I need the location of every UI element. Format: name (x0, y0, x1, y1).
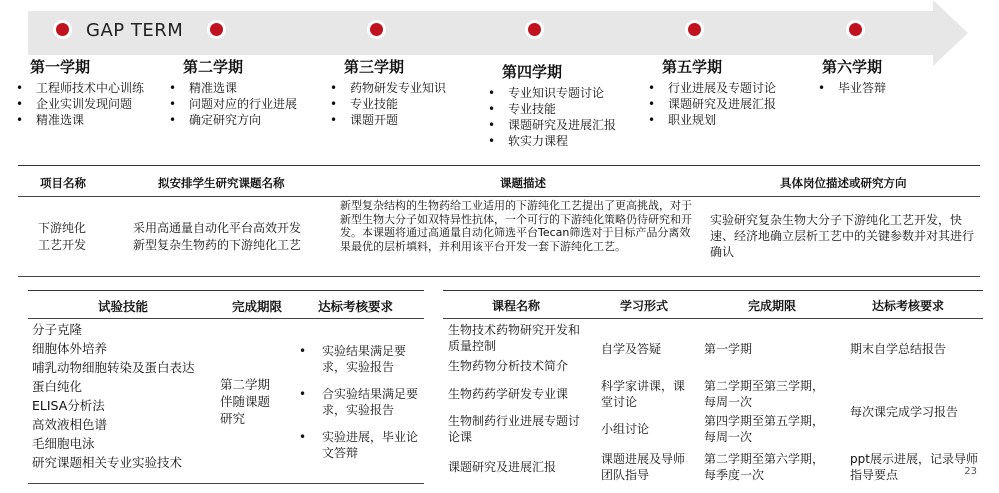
semester-6 (822, 56, 886, 96)
semester-item: • 专业知识专题讨论 (508, 85, 616, 101)
skill-item: ELISA分析法 (32, 398, 105, 413)
course-form: 科学家讲课，课堂讨论 (601, 379, 686, 409)
requirement-item: • 合实验结果满足要求，实验报告 (322, 387, 422, 418)
header-skills: 试验技能 (98, 299, 149, 314)
course-name: 生物药药学研发专业课 (448, 387, 569, 401)
header-topic-name: 拟安排学生研究课题名称 (158, 176, 285, 190)
course-name: 生物制药行业进展专题讨论课 (448, 414, 581, 444)
course-deadline: 第二学期至第六学期，每季度一次 (704, 452, 825, 482)
requirement-item: • 实验结果满足要求，实验报告 (322, 344, 422, 375)
header-topic-description: 课题描述 (500, 176, 546, 190)
course-deadline: 第一学期 (704, 342, 753, 356)
semester-item: • 课题研究及进展汇报 (508, 117, 616, 133)
course-name: 课题研究及进展汇报 (448, 460, 557, 474)
course-form: 自学及答疑 (601, 342, 662, 356)
semester-3 (344, 56, 446, 128)
skills-table-bottom-rule (28, 483, 424, 484)
semester-item: • 专业技能 (350, 96, 446, 112)
skills-list (32, 320, 195, 472)
header-course-deadline: 完成期限 (748, 299, 797, 313)
page-number: 23 (964, 466, 977, 477)
semester-item: • 课题开题 (350, 112, 446, 128)
semester-title: 第五学期 (662, 58, 723, 76)
timeline-dot-4 (528, 23, 541, 36)
semester-2 (183, 56, 297, 128)
semester-5 (662, 56, 776, 128)
timeline-dot-6 (849, 23, 862, 36)
course-form: 小组讨论 (601, 422, 650, 436)
header-course-name: 课程名称 (492, 299, 541, 313)
semester-item: • 药物研发专业知识 (350, 80, 446, 96)
semester-item: • 职业规划 (668, 112, 776, 128)
course-deadline: 第二学期至第三学期，每周一次 (704, 379, 825, 409)
project-table-top-rule (18, 165, 980, 166)
project-description: 新型复杂结构的生物药给工业适用的下游纯化工艺提出了更高挑战，对于新型生物大分子如双特异性抗体，一个可行的下游纯化策略仍待研究和开发。本课题将通过高通量自动化筛选平台Tecan筛选对于目标产品分离效果最优的层析填料，并利用该平台开发一套下游纯化工艺。 (340, 199, 692, 253)
skill-item: 高效液相色谱 (32, 417, 108, 432)
semester-item: • 课题研究及进展汇报 (668, 96, 776, 112)
course-requirement: ppt展示进展，记录导师指导要点 (850, 452, 978, 482)
semester-item: • 问题对应的行业进展 (189, 96, 297, 112)
semester-item: • 专业技能 (508, 101, 616, 117)
semester-title: 第一学期 (30, 58, 91, 76)
header-requirements: 达标考核要求 (318, 299, 394, 314)
semester-title: 第四学期 (502, 63, 563, 81)
project-table-bottom-rule (18, 276, 980, 277)
semester-4 (502, 61, 616, 149)
skills-requirements (322, 344, 422, 473)
project-position: 实验研究复杂生物大分子下游纯化工艺开发，快速、经济地确立层析工艺中的关键参数并对其进行确认 (710, 213, 975, 259)
skill-item: 哺乳动物细胞转染及蛋白表达 (32, 360, 195, 375)
skills-table-top-rule (28, 290, 424, 291)
requirement-item: • 实验进展，毕业论文答辩 (322, 430, 422, 461)
skills-deadline: 第二学期 伴随课题 研究 (220, 377, 271, 426)
skill-item: 研究课题相关专业实验技术 (32, 455, 183, 470)
project-topic: 采用高通量自动化平台高效开发 新型复杂生物药的下游纯化工艺 (133, 221, 302, 252)
course-form: 课题进展及导师团队指导 (601, 452, 686, 482)
project-name: 下游纯化 工艺开发 (38, 221, 87, 252)
course-deadline: 第四学期至第五学期，每周一次 (704, 414, 825, 444)
course-requirement: 每次课完成学习报告 (850, 405, 959, 419)
course-table-top-rule (443, 290, 983, 291)
course-name: 生物技术药物研究开发和质量控制 (448, 323, 581, 353)
header-study-form: 学习形式 (620, 299, 669, 313)
gap-term-label: GAP TERM (86, 20, 184, 41)
semester-1 (30, 56, 144, 128)
semester-item: • 精准选课 (36, 112, 144, 128)
skill-item: 分子克隆 (32, 322, 83, 337)
semester-item: • 确定研究方向 (189, 112, 297, 128)
semester-title: 第三学期 (344, 58, 405, 76)
semester-item: • 企业实训发现问题 (36, 96, 144, 112)
timeline-dot-1 (56, 23, 69, 36)
course-requirement: 期末自学总结报告 (850, 342, 947, 356)
semester-item: • 工程师技术中心训练 (36, 80, 144, 96)
semester-title: 第二学期 (183, 58, 244, 76)
project-table-header-rule (18, 196, 980, 197)
header-course-requirement: 达标考核要求 (872, 299, 945, 313)
header-deadline: 完成期限 (232, 299, 283, 314)
skills-table-header-rule (28, 318, 424, 319)
semester-item: • 毕业答辩 (838, 80, 886, 96)
skill-item: 蛋白纯化 (32, 379, 83, 394)
timeline-dot-5 (688, 23, 701, 36)
semester-item: • 精准选课 (189, 80, 297, 96)
semester-item: • 软实力课程 (508, 133, 616, 149)
header-project-name: 项目名称 (40, 176, 86, 190)
semester-item: • 行业进展及专题讨论 (668, 80, 776, 96)
skill-item: 细胞体外培养 (32, 341, 108, 356)
timeline-dot-3 (370, 23, 383, 36)
skill-item: 毛细胞电泳 (32, 436, 95, 451)
header-position: 具体岗位描述或研究方向 (780, 176, 907, 190)
course-table-header-rule (443, 318, 983, 319)
timeline-dot-2 (210, 23, 223, 36)
semester-title: 第六学期 (822, 58, 883, 76)
course-name: 生物药物分析技术简介 (448, 359, 569, 373)
